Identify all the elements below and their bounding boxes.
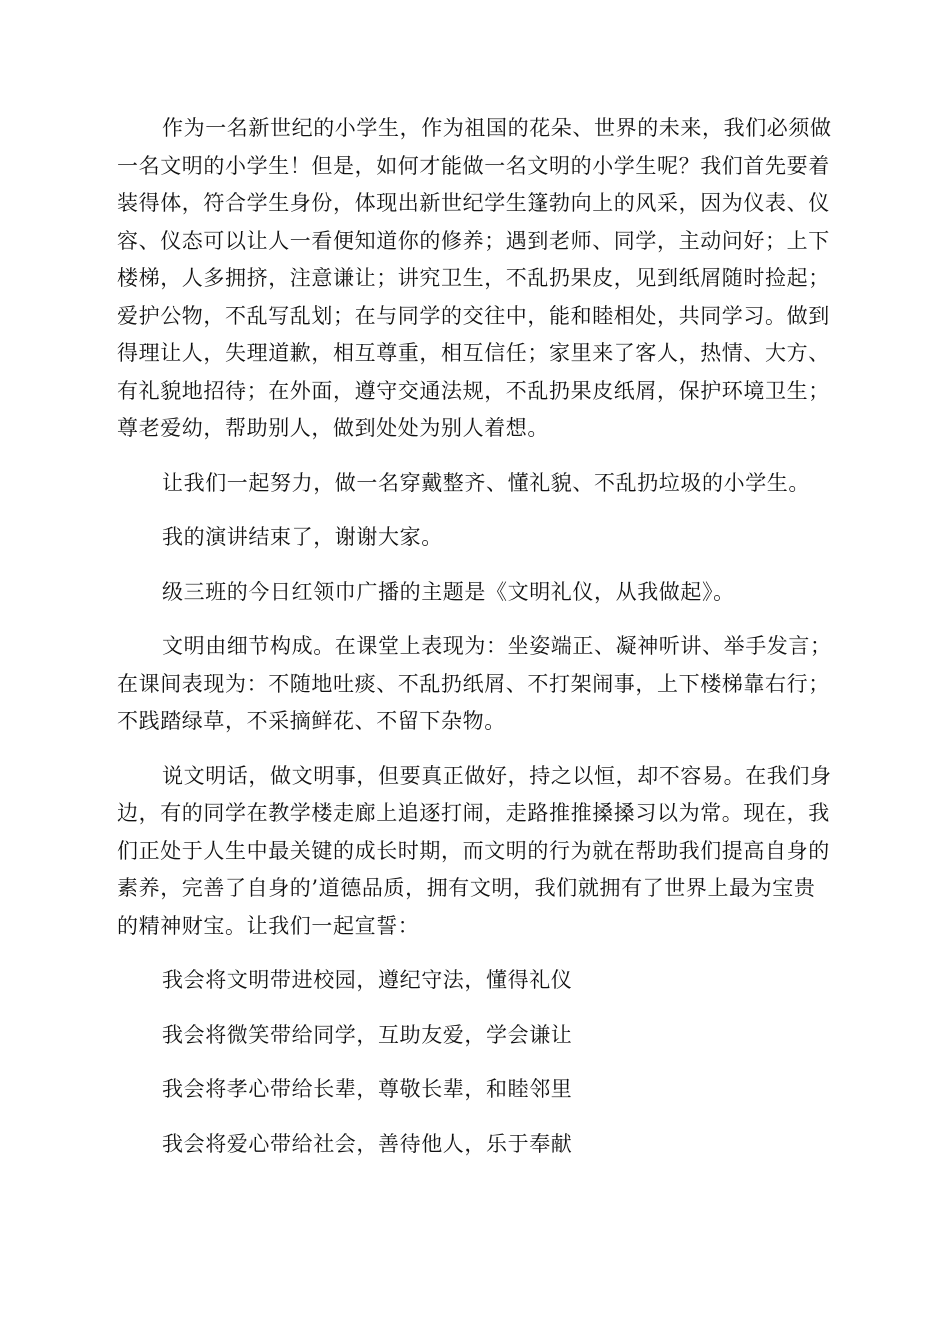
pledge-line-3: 我会将孝心带给长辈，尊敬长辈，和睦邻里 [162,1077,573,1101]
paragraph-3: 我的演讲结束了，谢谢大家。 [162,525,443,549]
paragraph-6: 说文明话，做文明事，但要真正做好，持之以恒，却不容易。在我们身边，有的同学在教学楼走廊上追逐打闹，走路推推搡搡习以为常。现在，我们正处于人生中最关键的成长时期，而文明的行为就在帮助我们提高自身的素养，完善了自身的’道德品质，拥有文明，我们就拥有了世界上最为宝贵的精神财宝。让我们一起宣誓： [117,763,832,938]
pledge-line-4: 我会将爱心带给社会，善待他人，乐于奉献 [162,1131,573,1156]
pledge-line-1: 我会将文明带进校园，遵纪守法，懂得礼仪 [162,968,573,992]
paragraph-2: 让我们一起努力，做一名穿戴整齐、懂礼貌、不乱扔垃圾的小学生。 [162,470,810,495]
pledge-line-2: 我会将微笑带给同学，互助友爱，学会谦让 [162,1022,573,1047]
paragraph-1: 作为一名新世纪的小学生，作为祖国的花朵、世界的未来，我们必须做一名文明的小学生！但是，如何才能做一名文明的小学生呢？我们首先要着装得体，符合学生身份，体现出新世纪学生篷勃向上的风采，因为仪表、仪容、仪态可以让人一看便知道你的修养；遇到老师、同学，主动问好；上下楼梯，人多拥挤，注意谦让；讲究卫生，不乱扔果皮，见到纸屑随时捡起；爱护公物，不乱写乱划；在与同学的交往中，能和睦相处，共同学习。做到得理让人，失理道歉，相互尊重，相互信任；家里来了客人，热情、大方、有礼貌地招待；在外面，遵守交通法规，不乱扔果皮纸屑，保护环境卫生；尊老爱幼，帮助别人，做到处处为别人着想。 [117,116,832,440]
paragraph-4: 级三班的今日红领巾广播的主题是《文明礼仪，从我做起》。 [162,579,735,604]
paragraph-5: 文明由细节构成。在课堂上表现为：坐姿端正、凝神听讲、举手发言；在课间表现为：不随地吐痰、不乱扔纸屑、不打架闹事，上下楼梯靠右行；不践踏绿草，不采摘鲜花、不留下杂物。 [117,634,832,733]
document-body [117,110,837,1180]
